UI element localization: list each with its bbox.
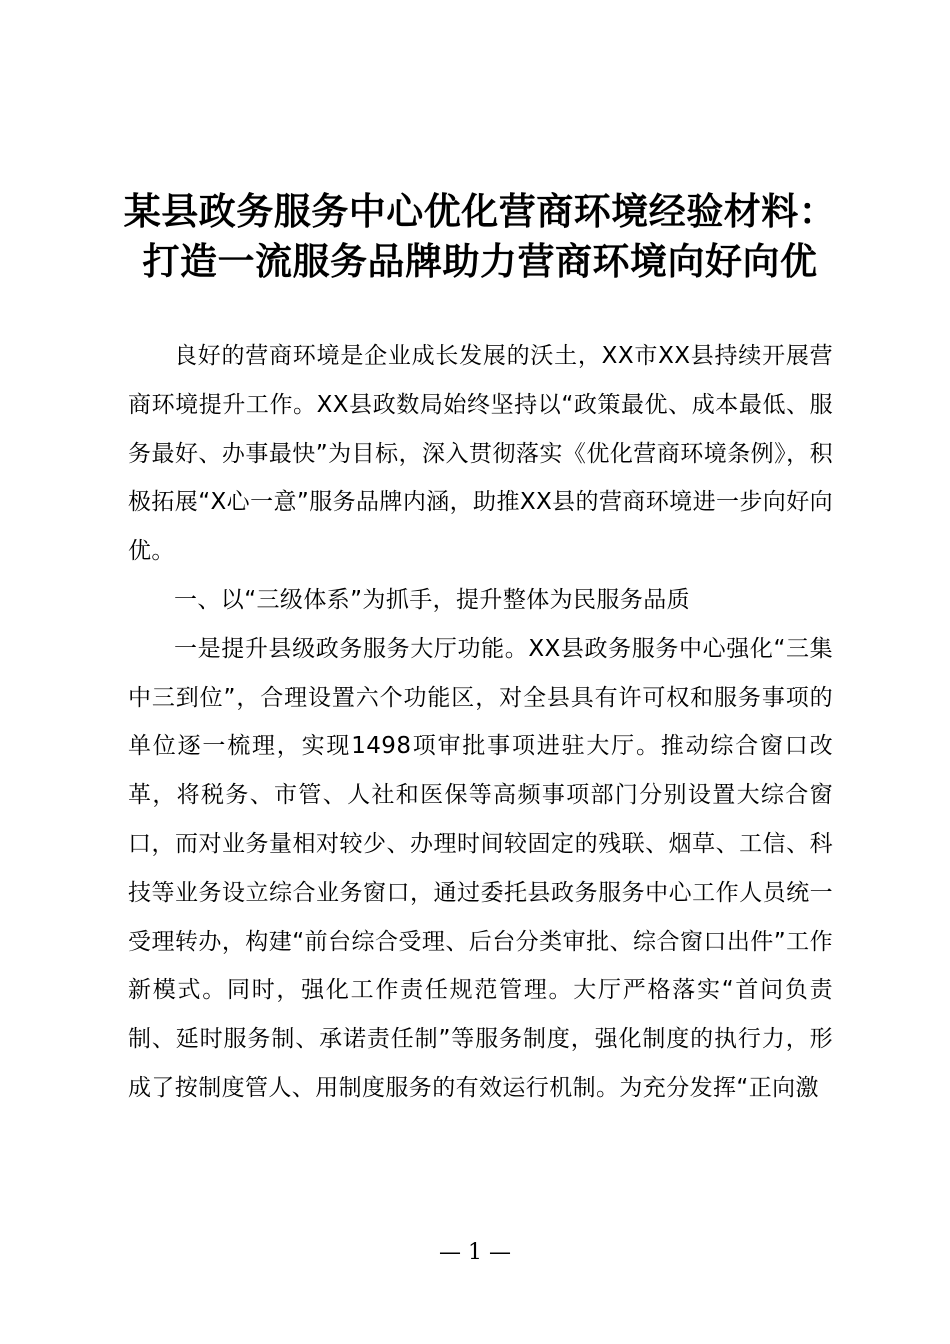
paragraph-body: 一是提升县级政务服务大厅功能。XX县政务服务中心强化“三集中三到位”，合理设置六个功能区，对全县具有许可权和服务事项的单位逐一梳理，实现1498项审批事项进驻大厅。推动综合窗口改革，将税务、市管、人社和医保等高频事项部门分别设置大综合窗口，而对业务量相对较少、办理时间较固定的残联、烟草、工信、科技等业务设立综合业务窗口，通过委托县政务服务中心工作人员统一受理转办，构建“前台综合受理、后台分类审批、综合窗口出件”工作新模式。同时，强化工作责任规范管理。大厅严格落实“首问负责制、延时服务制、承诺责任制”等服务制度，强化制度的执行力，形成了按制度管人、用制度服务的有效运行机制。为充分发挥“正向激 (128, 635, 833, 1101)
document-title: 某县政务服务中心优化营商环境经验材料：打造一流服务品牌助力营商环境向好向优 (123, 189, 837, 283)
section-heading: 一、以“三级体系”为抓手，提升整体为民服务品质 (174, 586, 691, 613)
paragraph-intro: 良好的营商环境是企业成长发展的沃土，XX市XX县持续开展营商环境提升工作。XX县政数局始终坚持以“政策最优、成本最低、服务最好、办事最快”为目标，深入贯彻落实《优化营商环境条例》，积极拓展“X心一意”服务品牌内涵，助推XX县的营商环境进一步向好向优。 (128, 343, 833, 565)
document-body (128, 332, 833, 1113)
page-number: — 1 — (439, 1240, 511, 1265)
